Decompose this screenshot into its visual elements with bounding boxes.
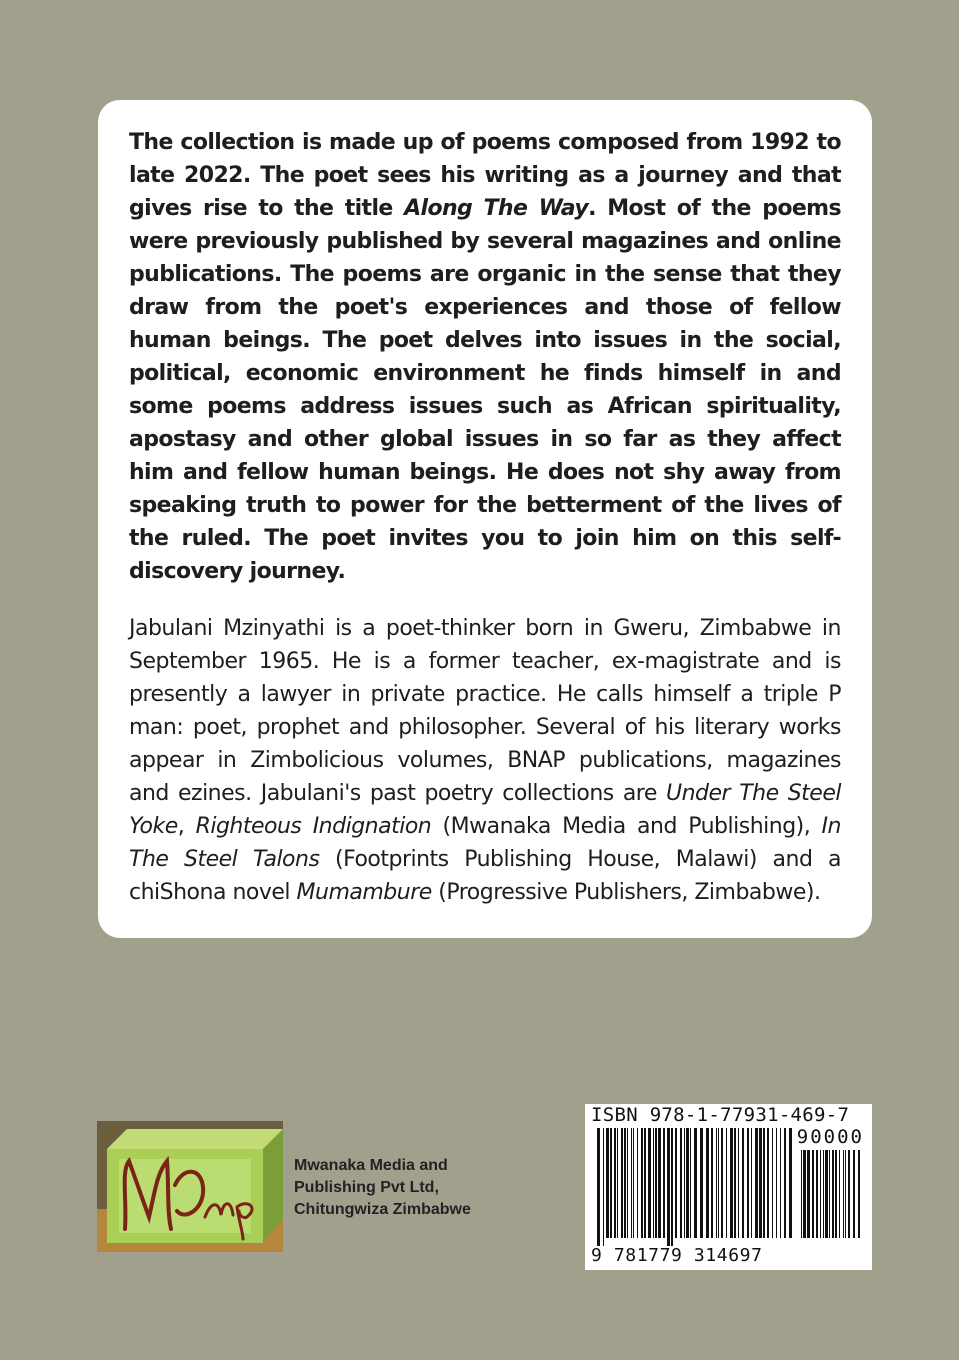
barcode-bar (684, 1128, 685, 1238)
barcode-bar (853, 1150, 855, 1238)
barcode-bar (624, 1128, 626, 1238)
barcode-bar (716, 1128, 717, 1238)
barcode-bars (595, 1128, 795, 1246)
barcode-bar (823, 1150, 824, 1238)
barcode-bar (843, 1150, 844, 1238)
barcode-bar (825, 1150, 828, 1238)
barcode-bar (721, 1128, 723, 1238)
barcode-bar (832, 1150, 834, 1238)
barcode-bar (675, 1128, 677, 1238)
barcode-bar (694, 1128, 697, 1238)
barcode-bar (835, 1150, 837, 1238)
barcode-bar (755, 1128, 758, 1238)
barcode-addon-digits: 90000 (796, 1126, 864, 1148)
barcode-bar (858, 1150, 860, 1238)
book-blurb: The collection is made up of poems composed from 1992 to late 2022. The poet sees his writing as a journey and that gives rise to the title Along The Way. Most of the poems were previously published by several magazines and online publications. The poems are organic in the sense that they draw from the poet's experiences and those of fellow human beings. The poet delves into issues in the social, political, economic environment he finds himself in and some poems address issues such as African spirituality, apostasy and other global issues in so far as they affect him and fellow human beings. He does not shy away from speaking truth to power for the betterment of the lives of the ruled. The poet invites you to join him on this self-discovery journey. (129, 130, 841, 584)
barcode-bar (763, 1128, 765, 1238)
barcode-bar (610, 1128, 612, 1238)
barcode-bar (801, 1150, 802, 1238)
barcode-bar (686, 1128, 689, 1238)
barcode-bar (742, 1128, 744, 1238)
barcode-bar (784, 1128, 786, 1238)
barcode-bar (780, 1128, 781, 1238)
barcode-bar (655, 1128, 657, 1238)
barcode-bar (734, 1128, 736, 1238)
barcode-bar (803, 1150, 806, 1238)
author-bio: Jabulani Mzinyathi is a poet-thinker born in Gweru, Zimbabwe in September 1965. He is a former teacher, ex-magistrate and is presently a lawyer in private practice. He calls himself a triple P man: poet, prophet and philosopher. Several of his literary works appear in Zimbolicious volumes, BNAP publications, magazines and ezines. Jabulani's past poetry collections are Under The Steel Yoke, Righteous Indignation (Mwanaka Media and Publishing), In The Steel Talons (Footprints Publishing House, Malawi) and a chiShona novel Mumambure (Progressive Publishers, Zimbabwe). (129, 616, 841, 905)
barcode-bar (617, 1128, 618, 1238)
barcode-bar (767, 1128, 769, 1238)
barcode-bar (807, 1150, 810, 1238)
work-title: Mumambure (296, 880, 432, 905)
description-card (98, 100, 872, 938)
isbn-barcode (585, 1104, 872, 1270)
barcode-bar (631, 1128, 632, 1238)
barcode-bar (747, 1128, 749, 1238)
barcode-bar (653, 1128, 654, 1238)
barcode-bar (633, 1128, 634, 1238)
barcode-bar (700, 1128, 703, 1238)
barcode-bar (776, 1128, 777, 1238)
barcode-bar (820, 1150, 821, 1238)
barcode-bar (751, 1128, 752, 1238)
barcode-bar (667, 1128, 670, 1246)
publisher-line: Chitungwiza Zimbabwe (294, 1201, 471, 1218)
barcode-bar (730, 1128, 733, 1238)
barcode-bar (614, 1128, 616, 1238)
barcode-bar (711, 1128, 713, 1238)
barcode-digits: 9 781779 314697 (591, 1245, 763, 1266)
barcode-bar (641, 1128, 643, 1238)
barcode-bar (718, 1128, 719, 1238)
addon-barcode-bars (799, 1150, 863, 1246)
barcode-bar (690, 1128, 691, 1238)
barcode-bar (812, 1150, 814, 1238)
barcode-bar (648, 1128, 651, 1238)
barcode-bar (658, 1128, 661, 1238)
publisher-logo (97, 1121, 283, 1252)
barcode-bar (603, 1128, 604, 1246)
barcode-bar (726, 1128, 727, 1238)
barcode-bar (606, 1128, 609, 1238)
barcode-bar (597, 1128, 600, 1246)
barcode-bar (680, 1128, 682, 1238)
barcode-bar (627, 1128, 628, 1238)
barcode-bar (671, 1128, 673, 1246)
barcode-bar (621, 1128, 623, 1238)
publisher-line: Mwanaka Media and (294, 1157, 448, 1174)
publisher-logo-graphic (97, 1121, 283, 1252)
barcode-bar (644, 1128, 646, 1238)
barcode-bar (738, 1128, 739, 1238)
barcode-bar (848, 1150, 850, 1238)
isbn-label: ISBN 978-1-77931-469-7 (591, 1104, 850, 1126)
work-title: Under The Steel Yoke (129, 781, 841, 839)
barcode-bar (845, 1150, 846, 1238)
publisher-line: Publishing Pvt Ltd, (294, 1179, 439, 1196)
publisher-name (294, 1155, 471, 1221)
work-title: In The Steel Talons (129, 814, 841, 872)
barcode-bar (839, 1150, 840, 1238)
barcode-bar (789, 1128, 792, 1238)
barcode-bar (829, 1150, 830, 1238)
barcode-bar (637, 1128, 638, 1238)
barcode-bar (663, 1128, 665, 1238)
barcode-bar (816, 1150, 818, 1238)
barcode-bar (706, 1128, 709, 1238)
work-title: Righteous Indignation (195, 814, 432, 839)
barcode-bar (772, 1128, 773, 1238)
barcode-bar (759, 1128, 762, 1238)
book-title: Along The Way (404, 196, 589, 221)
